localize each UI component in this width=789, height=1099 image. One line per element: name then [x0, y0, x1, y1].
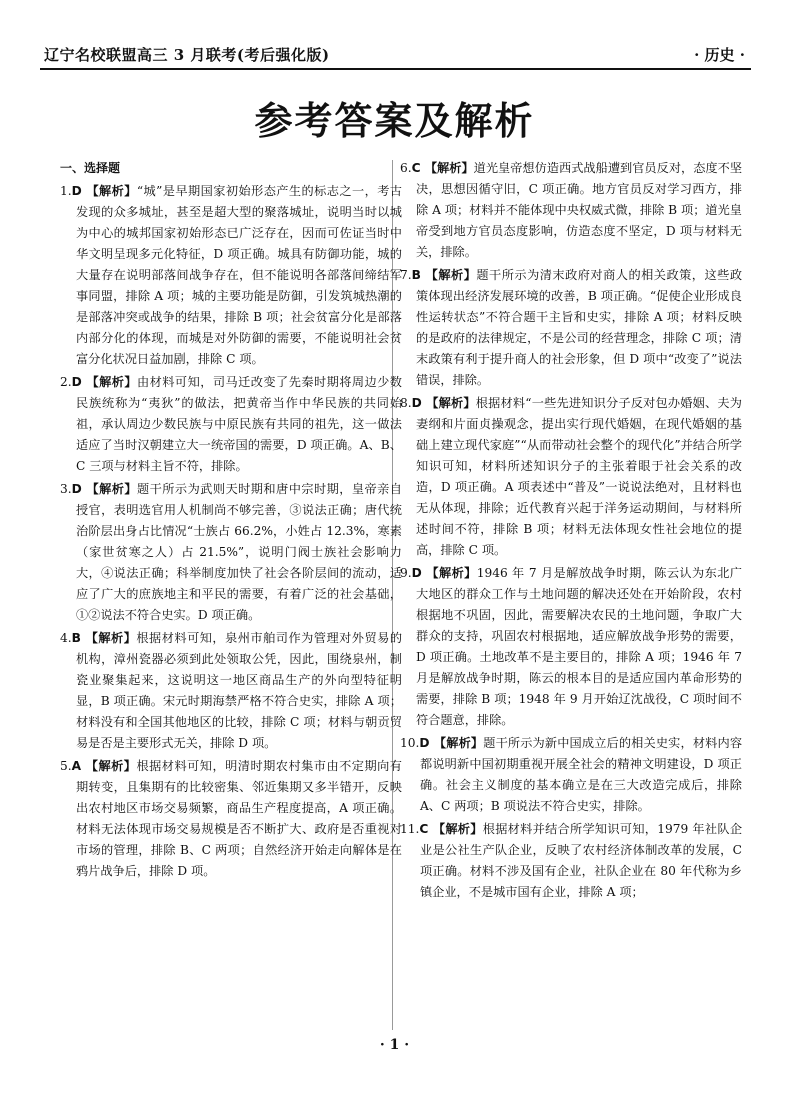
answer-letter: C	[419, 822, 433, 836]
page-header	[40, 40, 751, 70]
question-number: 2.	[60, 375, 72, 389]
analysis-tag: 【解析】	[86, 482, 138, 496]
answer-item	[400, 158, 742, 263]
analysis-text: 题干所示为武则天时期和唐中宗时期，皇帝亲自授官，表明选官用人机制尚不够完善，③说法正确；唐代统治阶层出身占比情况“士族占 66.2%，小姓占 12.3%，寒素（家世贫寒之人）占 21.5%”，说明门阀士族社会影响力大，④说法正确；科举制度加快了社会各阶层间的流动，适应了广大的庶族地主和平民的需要，有着广泛的社会基础，①②说法不符合史实。D 项正确。	[76, 482, 402, 622]
answer-item	[60, 628, 402, 754]
question-number: 3.	[60, 482, 72, 496]
subject-label: · 历史 ·	[694, 46, 745, 64]
analysis-tag: 【解析】	[424, 161, 474, 175]
exam-title: 辽宁名校联盟高三 3 月联考(考后强化版)	[44, 46, 330, 64]
analysis-text: 根据材料可知，明清时期农村集市由不定期向有期转变，且集期有的比较密集、邻近集期又多半错开，反映出农村地区市场交易频繁，商品生产程度提高，A 项正确。材料无法体现市场交易规模是否不断扩大、政府是否重视对市场的管理，排除 B、C 两项；自然经济开始走向解体是在鸦片战争后，排除 D 项。	[76, 759, 402, 878]
analysis-text: 题干所示为清末政府对商人的相关政策，这些政策体现出经济发展环境的改善，B 项正确。“促使企业形成良性运转状态”不符合题干主旨和史实，排除 A 项；材料反映的是政府的法律规定，不是公司的经营理念，排除 C 项；清末政策有利于提升商人的社会形象，但 D 项中“改变了”说法错误，排除。	[416, 268, 743, 387]
answer-item	[60, 479, 402, 626]
answer-list-right	[400, 158, 742, 903]
analysis-text: “城”是早期国家初始形态产生的标志之一，考古发现的众多城址，甚至是超大型的聚落城址，说明当时以城为中心的城邦国家初始形态已广泛存在，因而可佐证当时中华文明呈现多元化特征，D 项正确。城具有防御功能，城的大量存在说明部落间战争存在，但不能说明各部落间缔结军事同盟，排除 A 项；城的主要功能是防御，引发筑城热潮的是部落冲突或战争的结果，排除 B 项；社会贫富分化是部落内部分化的体现，而城是对外防御的需要，不能说明社会贫富分化状况日益加剧，排除 C 项。	[76, 184, 402, 366]
answer-item	[400, 393, 742, 561]
right-column	[400, 158, 742, 905]
answer-letter: D	[71, 184, 87, 198]
question-number: 9.	[400, 566, 412, 580]
document-title: 参考答案及解析	[254, 99, 535, 143]
question-number: 6.	[400, 161, 412, 175]
analysis-text: 根据材料“一些先进知识分子反对包办婚姻、夫为妻纲和片面贞操观念，提出实行现代婚姻，在现代婚姻的基础上建立现代家庭”“从而带动社会整个的现代化”并结合所学知识可知，材料所述知识分子的主张着眼于社会关系的改造，D 项正确。A 项表述中“普及”一说说法绝对，且材料也无从体现，排除；近代教育兴起于洋务运动期间，与材料所述时间不符，排除 B 项；材料无法体现女性社会地位的提高，排除 C 项。	[416, 396, 742, 557]
answer-item	[400, 563, 742, 731]
section-title: 一、选择题	[60, 161, 121, 175]
analysis-text: 道光皇帝想仿造西式战船遭到官员反对，态度不坚决，思想因循守旧，C 项正确。地方官员反对学习西方，排除 A 项；材料并不能体现中央权威式微，排除 B 项；道光皇帝受到地方官员态度影响，仿造态度不坚定，D 项与材料无关，排除。	[416, 161, 743, 259]
analysis-tag: 【解析】	[425, 268, 477, 282]
answer-item	[60, 756, 402, 882]
answer-letter: B	[411, 268, 426, 282]
analysis-tag: 【解析】	[432, 822, 483, 836]
answer-letter: B	[71, 631, 86, 645]
answer-letter: C	[411, 161, 425, 175]
question-number: 5.	[60, 759, 72, 773]
answer-letter: D	[411, 396, 427, 410]
question-number: 7.	[400, 268, 412, 282]
left-column	[60, 158, 402, 884]
answer-letter: D	[411, 566, 427, 580]
analysis-text: 由材料可知，司马迁改变了先秦时期将周边少数民族统称为“夷狄”的做法，把黄帝当作中华民族的共同始祖，承认周边少数民族与中原民族有共同的祖先，这一做法适应了当时汉朝建立大一统帝国的需要，D 项正确。A、B、C 三项与材料主旨不符，排除。	[76, 375, 402, 473]
answer-letter: D	[71, 482, 87, 496]
page-number: · 1 ·	[379, 1037, 410, 1053]
answer-list-left	[60, 181, 402, 882]
question-number: 11.	[400, 822, 420, 836]
analysis-tag: 【解析】	[426, 396, 476, 410]
analysis-tag: 【解析】	[426, 566, 477, 580]
analysis-tag: 【解析】	[85, 759, 137, 773]
analysis-tag: 【解析】	[85, 631, 137, 645]
analysis-text: 1946 年 7 月是解放战争时期，陈云认为东北广大地区的群众工作与土地问题的解决还处在开始阶段，农村根据地不巩固，因此，需要解决农民的土地问题，争取广大群众的支持，巩固农村根据地，适应解放战争形势的需要，D 项正确。土地改革不是主要目的，排除 A 项；1946 年 7 月是解放战争时期，陈云的根本目的是适应国内革命形势的需要，排除 B 项；1948 年 9 月开始辽沈战役，C 项时间不符合题意，排除。	[416, 566, 742, 727]
analysis-tag: 【解析】	[86, 375, 138, 389]
question-number: 8.	[400, 396, 412, 410]
answer-item	[400, 265, 742, 391]
answer-letter: A	[71, 759, 86, 773]
answer-item	[400, 819, 742, 903]
question-number: 1.	[60, 184, 72, 198]
answer-item	[400, 733, 742, 817]
analysis-text: 根据材料并结合所学知识可知，1979 年社队企业是公社生产队企业，反映了农村经济体制改革的发展，C 项正确。材料不涉及国有企业，社队企业在 80 年代称为乡镇企业，不是城市国有企业，排除 A 项；	[420, 822, 743, 899]
answer-item	[60, 181, 402, 370]
answer-item	[60, 372, 402, 477]
answer-letter: D	[419, 736, 434, 750]
analysis-tag: 【解析】	[86, 184, 137, 198]
analysis-tag: 【解析】	[433, 736, 484, 750]
answer-letter: D	[71, 375, 87, 389]
analysis-text: 根据材料可知，泉州市舶司作为管理对外贸易的机构，漳州瓷器必须到此处领取公凭，因此，围绕泉州，制瓷业聚集起来，这说明这一地区商品生产的外向型特征明显，B 项正确。宋元时期海禁严格不符合史实，排除 A 项；材料没有和全国其他地区的比较，排除 C 项；材料与朝贡贸易是否是主要形式无关，排除 D 项。	[76, 631, 403, 750]
analysis-text: 题干所示为新中国成立后的相关史实，材料内容都说明新中国初期重视开展全社会的精神文明建设，D 项正确。社会主义制度的基本确立是在三大改造完成后，排除 A、C 两项；B 项说法不符合史实，排除。	[420, 736, 743, 813]
question-number: 4.	[60, 631, 72, 645]
question-number: 10.	[400, 736, 420, 750]
